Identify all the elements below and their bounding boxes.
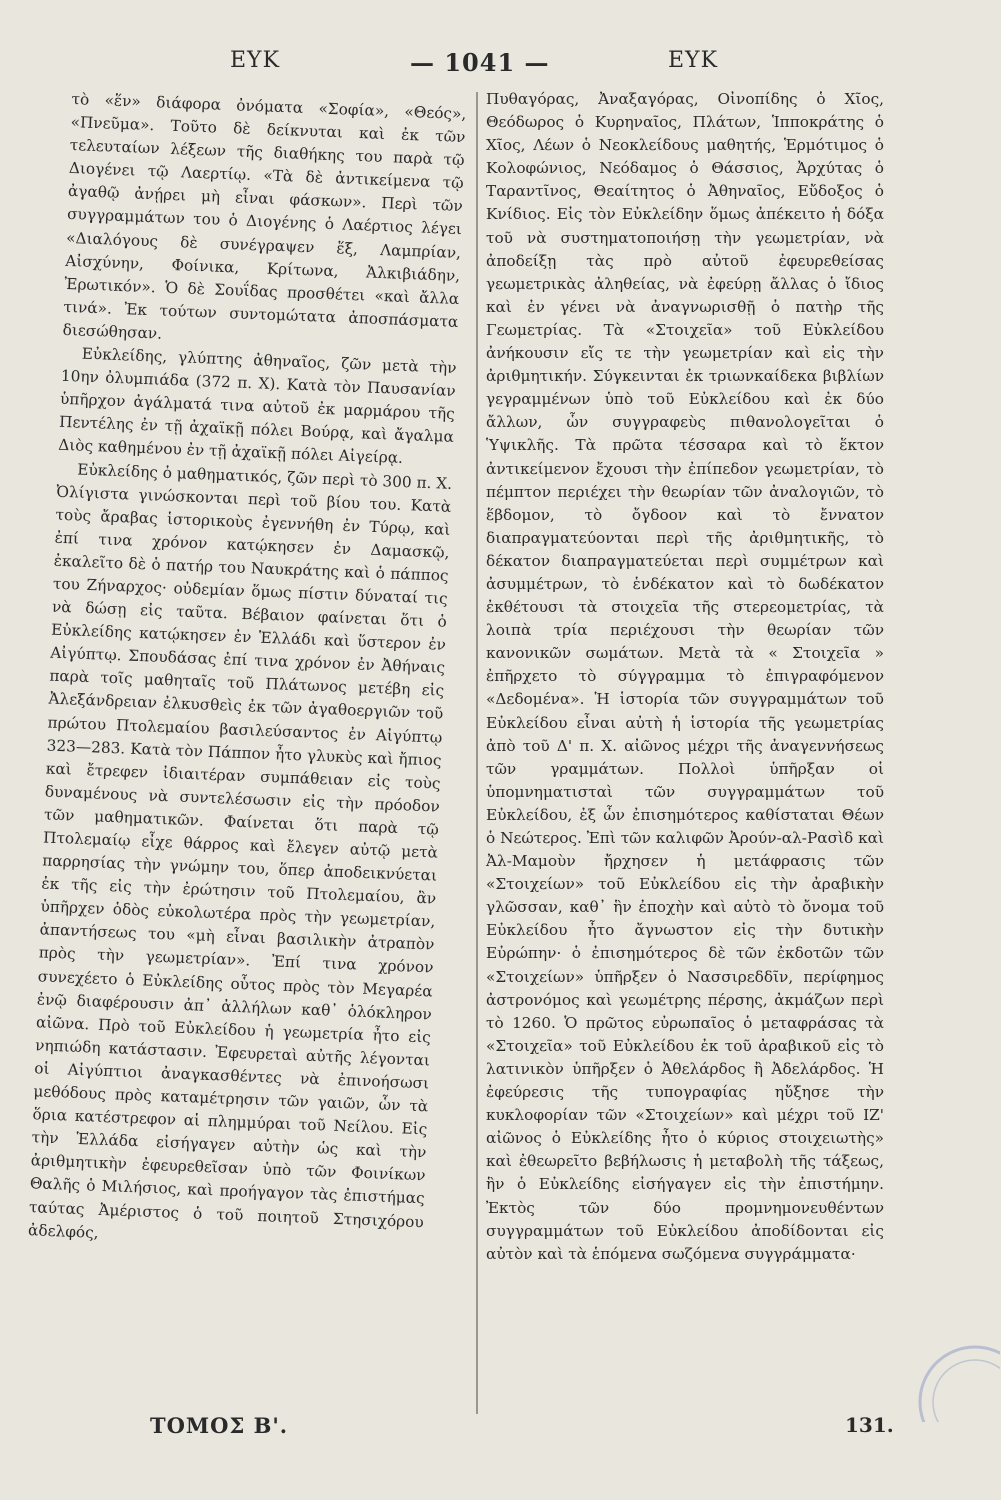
running-header: [0, 48, 1001, 88]
left-column: [28, 88, 467, 1257]
volume-label: ΤΟΜΟΣ Β'.: [150, 1413, 289, 1438]
signature-number: 131.: [845, 1413, 894, 1437]
right-paragraph-1: Πυθαγόρας, Ἀναξαγόρας, Οἰνοπίδης ὁ Χῖος, Θεόδωρος ὁ Κυρηναῖος, Πλάτων, Ἱπποκράτης ὁ Χῖος, Λέων ὁ Νεοκλείδους μαθητής, Ἑρμότιμος ὁ Κολοφώνιος, Νεόδαμος ὁ Θάσσιος, Ἀρχύτας ὁ Ταραντῖνος, Θεαίτητος ὁ Ἀθηναῖος, Εὔδοξος ὁ Κνίδιος. Εἰς τὸν Εὐκλείδην ὅμως ἀπέκειτο ἡ δόξα τοῦ νὰ συστηματοποιήσῃ τὴν γεωμετρίαν, νὰ ἀποδείξῃ τὰς πρὸ αὐτοῦ ἐφευρεθείσας γεωμετρικὰς ἀληθείας, νὰ ἐφεύρῃ ἄλλας ὁ ἴδιος καὶ ἐν γένει νὰ ἀναγνωρισθῇ ὁ πατὴρ τῆς Γεωμετρίας. Τὰ «Στοιχεῖα» τοῦ Εὐκλείδου ἀνήκουσιν εἴς τε τὴν γεωμετρίαν καὶ εἰς τὴν ἀριθμητικήν. Σύγκεινται ἐκ τριωνκαίδεκα βιβλίων γεγραμμένων ὑπὸ τοῦ Εὐκλείδου καὶ ἐκ δύο ἄλλων, ὧν συγγραφεὺς πιθανολογεῖται ὁ Ὑψικλῆς. Τὰ πρῶτα τέσσαρα καὶ τὸ ἕκτον ἀντικείμενον ἔχουσι τὴν ἐπίπεδον γεωμετρίαν, τὸ πέμπτον περιέχει τὴν θεωρίαν τῶν ἀναλογιῶν, τὸ ἕβδομον, τὸ ὄγδοον καὶ τὸ ἔννατον διαπραγματεύονται περὶ τῆς ἀριθμητικῆς, τὸ δέκατον διαπραγματεύεται περὶ συμμέτρων καὶ ἀσυμμέτρων, τὸ ἑνδέκατον καὶ τὸ δωδέκατον ἐκθέτουσι τὰ στοιχεῖα τῆς στερεομετρίας, τὰ λοιπὰ τρία περιέχουσι τὴν θεωρίαν τῶν κανονικῶν σωμάτων. Μετὰ τὰ « Στοιχεῖα » ἐπῆρχετο τὸ σύγγραμμα τὸ ἐπιγραφόμενον «Δεδομένα». Ἡ ἱστορία τῶν συγγραμμάτων τοῦ Εὐκλείδου εἶναι αὐτὴ ἡ ἱστορία τῆς γεωμετρίας ἀπὸ τοῦ Δ' π. Χ. αἰῶνος μέχρι τῆς ἀναγεννήσεως τῶν γραμμάτων. Πολλοὶ ὑπῆρξαν οἱ ὑπομνηματισταὶ τῶν συγγραμμάτων τοῦ Εὐκλείδου, ἐξ ὧν ἐπισημότερος καθίσταται Θέων ὁ Νεώτερος. Ἐπὶ τῶν καλιφῶν Ἀρούν-αλ-Ρασὶδ καὶ Ἀλ-Μαμοὺν ἤρχησεν ἡ μετάφρασις τῶν «Στοιχείων» τοῦ Εὐκλείδου εἰς τὴν ἀραβικὴν γλῶσσαν, καθ᾿ ἣν ἐποχὴν καὶ αὐτὸ τὸ ὄνομα τοῦ Εὐκλείδου ἦτο ἄγνωστον εἰς τὴν δυτικὴν Εὐρώπην· ὁ ἐπισημότερος δὲ τῶν ἐκδοτῶν τῶν «Στοιχείων» ὑπῆρξεν ὁ Νασσιρεδδῖν, περίφημος ἀστρονόμος καὶ γεωμέτρης πέρσης, ἀκμάζων περὶ τὸ 1260. Ὁ πρῶτος εὐρωπαῖος ὁ μεταφράσας τὰ «Στοιχεῖα» τοῦ Εὐκλείδου ἐκ τοῦ ἀραβικοῦ εἰς τὸ λατινικὸν ὑπῆρξεν ὁ Ἀθελάρδος ἢ Ἀδελάρδος. Ἡ ἐφεύρεσις τῆς τυπογραφίας ηὔξησε τὴν κυκλοφορίαν τῶν «Στοιχείων» καὶ μέχρι τοῦ ΙΖ' αἰῶνος ὁ Εὐκλείδης ἦτο ὁ κύριος στοιχειωτὴς» καὶ ἐθεωρεῖτο βεβήλωσις ἡ μεταβολὴ τῆς τάξεως, ἣν ὁ Εὐκλείδης εἰσήγαγεν εἰς τὴν ἐπιστήμην. Ἐκτὸς τῶν δύο προμνημονευθέντων συγγραμμάτων τοῦ Εὐκλείδου ἀποδίδονται εἰς αὐτὸν καὶ τὰ ἑπόμενα σωζόμενα συγγράμματα·: [486, 90, 884, 1263]
left-paragraph-3: Εὐκλείδης ὁ μαθηματικός, ζῶν περὶ τὸ 300 π. Χ. Ὀλίγιστα γινώσκονται περὶ τοῦ βίου του. Κατὰ τοὺς ἄραβας ἱστορικοὺς ἐγεννήθη ἐν Τύρῳ, καὶ ἐπί τινα χρόνον κατῴκησεν ἐν Δαμασκῷ, ἐκαλεῖτο δὲ ὁ πατήρ του Ναυκράτης καὶ ὁ πάππος του Ζήναρχος· οὐδεμίαν ὅμως πίστιν δύναταί τις νὰ δώσῃ εἰς ταῦτα. Βέβαιον φαίνεται ὅτι ὁ Εὐκλείδης κατῴκησεν ἐν Ἑλλάδι καὶ ὕστερον ἐν Αἰγύπτῳ. Σπουδάσας ἐπί τινα χρόνον ἐν Ἀθήναις παρὰ τοῖς μαθηταῖς τοῦ Πλάτωνος μετέβη εἰς Ἀλεξάνδρειαν ἐλκυσθεὶς ἐκ τῶν ἀγαθοεργιῶν τοῦ πρώτου Πτολεμαίου βασιλεύσαντος ἐν Αἰγύπτῳ 323—283. Κατὰ τὸν Πάππον ἦτο γλυκὺς καὶ ἤπιος καὶ ἔτρεφεν ἰδιαιτέραν συμπάθειαν εἰς τοὺς δυναμένους νὰ συντελέσωσιν εἰς τὴν πρόοδον τῶν μαθηματικῶν. Φαίνεται ὅτι παρὰ τῷ Πτολεμαίῳ εἶχε θάρρος καὶ ἔλεγεν αὐτῷ μετὰ παρρησίας τὴν γνώμην του, ὅπερ ἀποδεικνύεται ἐκ τῆς εἰς τὴν ἐρώτησιν τοῦ Πτολεμαίου, ἂν ὑπῆρχεν ὁδὸς εὐκολωτέρα πρὸς τὴν γεωμετρίαν, ἀπαντήσεως του «μὴ εἶναι βασιλικὴν ἀτραπὸν πρὸς τὴν γεωμετρίαν». Ἐπί τινα χρόνον συνεχέετο ὁ Εὐκλείδης οὗτος πρὸς τὸν Μεγαρέα ἐνῷ διαφέρουσιν ἀπ᾿ ἀλλήλων καθ᾿ ὁλόκληρον αἰῶνα. Πρὸ τοῦ Εὐκλείδου ἡ γεωμετρία ἦτο εἰς νηπιώδη κατάστασιν. Ἐφευρεταὶ αὐτῆς λέγονται οἱ Αἰγύπτιοι ἀναγκασθέντες νὰ ἐπινοήσωσι μεθόδους πρὸς καταμέτρησιν τῶν γαιῶν, ὧν τὰ ὅρια κατέστρεφον αἱ πλημμύραι τοῦ Νείλου. Εἰς τὴν Ἑλλάδα εἰσήγαγεν αὐτὴν ὡς καὶ τὴν ἀριθμητικὴν ἐφευρεθεῖσαν ὑπὸ τῶν Φοινίκων Θαλῆς ὁ Μιλήσιος, καὶ προήγαγον τὰς ἐπιστήμας ταύτας Ἀμέριστος ὁ τοῦ ποιητοῦ Στησιχόρου ἀδελφός,: [27, 459, 453, 1242]
right-column: [486, 88, 884, 1266]
column-divider: [476, 92, 478, 1414]
left-paragraph-1: τὸ «ἕν» διάφορα ὀνόματα «Σοφία», «Θεός», «Πνεῦμα». Τοῦτο δὲ δείκνυται καὶ ἐκ τῶν τελευταίων λέξεων τῆς διαθήκης του παρὰ τῷ Διογένει τῷ Λαερτίῳ. «Τὰ δὲ ἀντικείμενα τῷ ἀγαθῷ ἀνῄρει μὴ εἶναι φάσκων». Περὶ τῶν συγγραμμάτων του ὁ Διογένης ὁ Λαέρτιος λέγει «Διαλόγους δὲ συνέγραψεν ἕξ, Λαμπρίαν, Αἰσχύνην, Φοίνικα, Κρίτωνα, Ἀλκιβιάδην, Ἐρωτικόν». Ὁ δὲ Σουΐδας προσθέτει «καὶ ἄλλα τινά». Ἐκ τούτων συντομώτατα ἀποσπάσματα διεσώθησαν.: [62, 89, 467, 343]
left-paragraph-2: Εὐκλείδης, γλύπτης ἀθηναῖος, ζῶν μετὰ τὴν 10ην ὀλυμπιάδα (372 π. Χ). Κατὰ τὸν Παυσανίαν ὑπῆρχον ἀγάλματά τινα αὐτοῦ ἐκ μαρμάρου τῆς Πεντέλης ἐν τῇ ἀχαϊκῇ πόλει Βούρᾳ, καὶ ἄγαλμα Διὸς καθημένου ἐν τῇ ἀχαϊκῇ πόλει Αἰγείρᾳ.: [57, 344, 457, 468]
header-left-keyword: ΕΥΚ: [230, 48, 281, 73]
page-number: — 1041 —: [410, 48, 550, 77]
header-right-keyword: ΕΥΚ: [668, 48, 719, 73]
library-stamp-icon: [880, 1342, 1000, 1422]
